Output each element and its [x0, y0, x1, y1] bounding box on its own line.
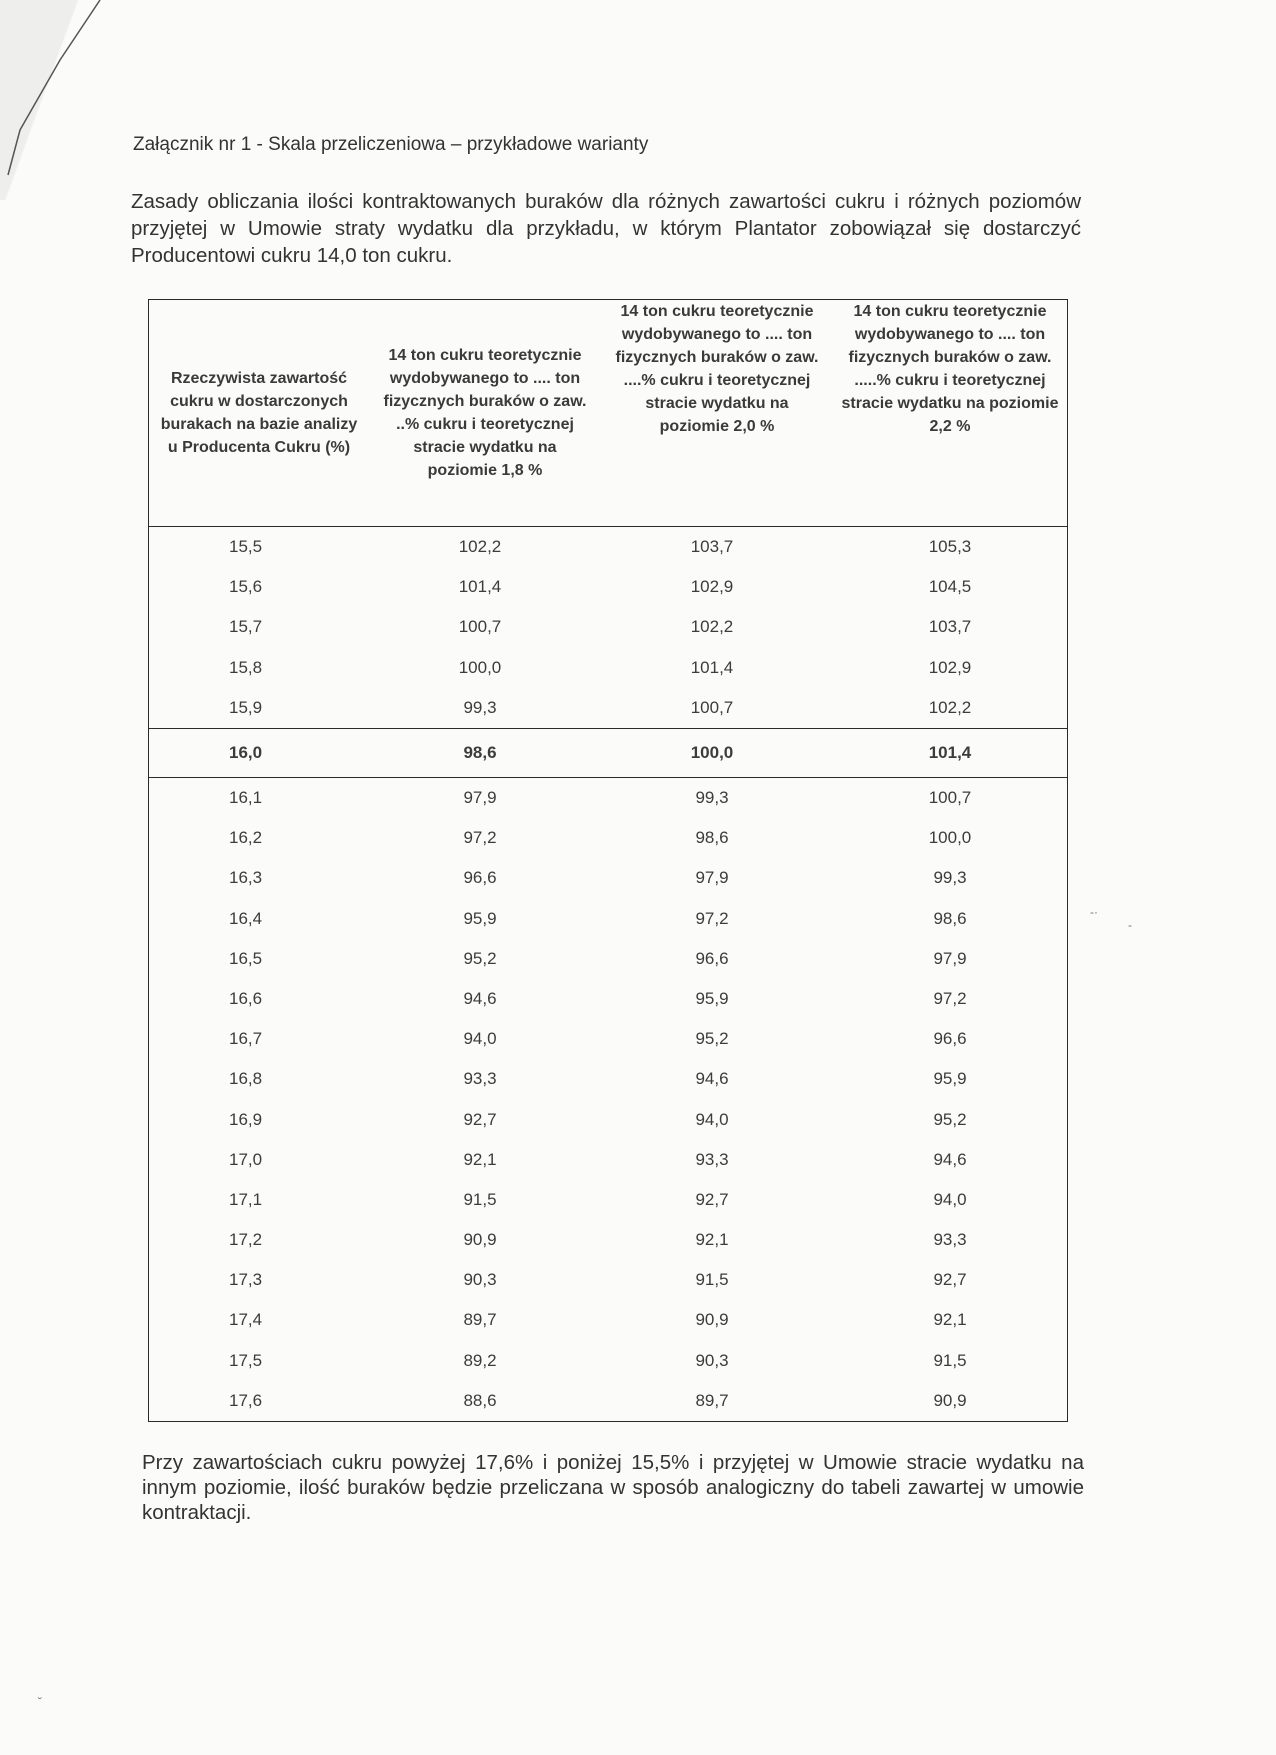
- table-row: [149, 1099, 1067, 1139]
- cell-sugar-content: 17,1: [229, 1189, 263, 1209]
- footer-paragraph: Przy zawartościach cukru powyżej 17,6% i poniżej 15,5% i przyjętej w Umowie stracie wydatku na innym poziomie, ilość buraków będzie przeliczana w sposób analogiczny do tabeli zawartej w umowie kontraktacji.: [142, 1451, 1084, 1524]
- cell-loss-1-8: 101,4: [458, 577, 502, 597]
- table-row: [149, 899, 1067, 939]
- table-row: [149, 1140, 1067, 1180]
- cell-loss-2-2: 94,6: [933, 1149, 967, 1169]
- cell-loss-1-8: 93,3: [463, 1069, 497, 1089]
- scan-fold-line: [0, 0, 140, 200]
- cell-loss-2-2: 98,6: [933, 908, 967, 928]
- cell-loss-2-0: 94,6: [695, 1069, 729, 1089]
- cell-sugar-content: 17,5: [229, 1350, 263, 1370]
- cell-loss-1-8: 95,2: [463, 948, 497, 968]
- cell-loss-2-2: 94,0: [933, 1189, 967, 1209]
- cell-loss-2-2: 92,7: [933, 1270, 967, 1290]
- table-row: [149, 728, 1067, 777]
- cell-loss-2-0: 97,2: [695, 908, 729, 928]
- cell-loss-2-0: 102,2: [690, 617, 734, 637]
- header-sugar-content: Rzeczywista zawartość cukru w dostarczonych burakach na bazie analizy u Producenta Cukru (%): [149, 300, 369, 527]
- cell-loss-1-8: 96,6: [463, 868, 497, 888]
- cell-loss-2-0: 101,4: [690, 657, 734, 677]
- table-row: [149, 1059, 1067, 1099]
- header-loss-2-0: 14 ton cukru teoretycznie wydobywanego to .... ton fizycznych buraków o zaw. ....% cukru i teoretycznej stracie wydatku na poziomie 2,0 %: [601, 300, 833, 527]
- cell-loss-1-8: 92,1: [463, 1149, 497, 1169]
- cell-loss-1-8: 94,0: [463, 1029, 497, 1049]
- cell-loss-1-8: 99,3: [463, 697, 497, 717]
- table-row: [149, 607, 1067, 647]
- cell-loss-2-0: 97,9: [695, 868, 729, 888]
- cell-loss-1-8: 97,2: [463, 828, 497, 848]
- cell-loss-2-2: 102,9: [928, 657, 972, 677]
- table-row: [149, 858, 1067, 898]
- cell-loss-2-0: 100,0: [601, 728, 833, 777]
- table-row: [149, 567, 1067, 607]
- cell-loss-2-2: 100,7: [928, 788, 972, 808]
- cell-loss-2-2: 97,9: [933, 948, 967, 968]
- cell-sugar-content: 16,4: [229, 908, 263, 928]
- cell-loss-2-2: 103,7: [928, 617, 972, 637]
- cell-loss-2-2: 96,6: [933, 1029, 967, 1049]
- table-row: [149, 1260, 1067, 1300]
- cell-loss-1-8: 100,7: [458, 617, 502, 637]
- table-row: [149, 1220, 1067, 1260]
- cell-loss-2-0: 98,6: [695, 828, 729, 848]
- cell-loss-1-8: 89,2: [463, 1350, 497, 1370]
- cell-loss-1-8: 91,5: [463, 1189, 497, 1209]
- header-loss-1-8: 14 ton cukru teoretycznie wydobywanego to .... ton fizycznych buraków o zaw. ..% cukru i teoretycznej stracie wydatku na poziomie 1,8 %: [369, 300, 601, 527]
- table-row: [149, 648, 1067, 688]
- cell-loss-2-0: 92,7: [695, 1189, 729, 1209]
- table-row: [149, 527, 1067, 568]
- cell-loss-2-0: 95,9: [695, 988, 729, 1008]
- cell-loss-2-0: 89,7: [695, 1390, 729, 1410]
- cell-loss-2-2: 101,4: [833, 728, 1067, 777]
- table-row: [149, 688, 1067, 729]
- cell-loss-2-0: 102,9: [690, 577, 734, 597]
- document-heading: Załącznik nr 1 - Skala przeliczeniowa – przykładowe warianty: [133, 134, 649, 155]
- cell-sugar-content: 16,1: [229, 788, 263, 808]
- cell-sugar-content: 16,6: [229, 988, 263, 1008]
- table-row: [149, 818, 1067, 858]
- table-row: [149, 979, 1067, 1019]
- cell-sugar-content: 15,8: [229, 657, 263, 677]
- cell-loss-2-2: 97,2: [933, 988, 967, 1008]
- cell-loss-1-8: 95,9: [463, 908, 497, 928]
- cell-loss-2-2: 91,5: [933, 1350, 967, 1370]
- scan-speck: ˘: [38, 1695, 42, 1709]
- cell-loss-2-2: 100,0: [928, 828, 972, 848]
- cell-loss-2-0: 90,9: [695, 1310, 729, 1330]
- cell-sugar-content: 17,3: [229, 1270, 263, 1290]
- cell-sugar-content: 17,0: [229, 1149, 263, 1169]
- cell-sugar-content: 16,8: [229, 1069, 263, 1089]
- conversion-table: [148, 299, 1068, 1422]
- cell-loss-2-2: 99,3: [933, 868, 967, 888]
- header-loss-2-2: 14 ton cukru teoretycznie wydobywanego to .... ton fizycznych buraków o zaw. .....% cukru i teoretycznej stracie wydatku na poziomie 2,2 %: [833, 300, 1067, 527]
- cell-loss-1-8: 94,6: [463, 988, 497, 1008]
- cell-loss-1-8: 97,9: [463, 788, 497, 808]
- cell-loss-2-2: 104,5: [928, 577, 972, 597]
- table-row: [149, 1019, 1067, 1059]
- cell-sugar-content: 17,2: [229, 1230, 263, 1250]
- cell-sugar-content: 15,5: [229, 537, 263, 557]
- cell-loss-2-2: 105,3: [928, 537, 972, 557]
- cell-sugar-content: 16,5: [229, 948, 263, 968]
- table-body: [149, 527, 1067, 1421]
- cell-loss-1-8: 102,2: [458, 537, 502, 557]
- cell-sugar-content: 17,4: [229, 1310, 263, 1330]
- cell-loss-2-2: 90,9: [933, 1390, 967, 1410]
- cell-loss-2-0: 90,3: [695, 1350, 729, 1370]
- cell-loss-2-0: 103,7: [690, 537, 734, 557]
- cell-loss-2-0: 93,3: [695, 1149, 729, 1169]
- cell-loss-2-0: 99,3: [695, 788, 729, 808]
- cell-loss-1-8: 88,6: [463, 1390, 497, 1410]
- cell-loss-1-8: 100,0: [458, 657, 502, 677]
- cell-sugar-content: 16,7: [229, 1029, 263, 1049]
- cell-loss-2-0: 100,7: [690, 697, 734, 717]
- scan-speck: -: [1128, 918, 1132, 932]
- cell-loss-1-8: 90,3: [463, 1270, 497, 1290]
- cell-sugar-content: 15,7: [229, 617, 263, 637]
- cell-sugar-content: 16,9: [229, 1109, 263, 1129]
- cell-sugar-content: 16,2: [229, 828, 263, 848]
- scan-speck: -·: [1090, 905, 1098, 919]
- cell-loss-1-8: 89,7: [463, 1310, 497, 1330]
- cell-sugar-content: 17,6: [229, 1390, 263, 1410]
- cell-sugar-content: 16,0: [149, 728, 369, 777]
- table-row: [149, 1300, 1067, 1340]
- cell-loss-1-8: 98,6: [369, 728, 601, 777]
- cell-loss-2-2: 93,3: [933, 1230, 967, 1250]
- cell-loss-1-8: 90,9: [463, 1230, 497, 1250]
- cell-loss-2-2: 102,2: [928, 697, 972, 717]
- cell-loss-2-0: 94,0: [695, 1109, 729, 1129]
- cell-loss-2-0: 92,1: [695, 1230, 729, 1250]
- table-row: [149, 777, 1067, 818]
- cell-loss-1-8: 92,7: [463, 1109, 497, 1129]
- table-row: [149, 1341, 1067, 1381]
- cell-sugar-content: 15,6: [229, 577, 263, 597]
- cell-loss-2-2: 92,1: [933, 1310, 967, 1330]
- cell-loss-2-0: 91,5: [695, 1270, 729, 1290]
- cell-loss-2-2: 95,9: [933, 1069, 967, 1089]
- cell-loss-2-0: 96,6: [695, 948, 729, 968]
- table-header-row: [149, 300, 1067, 527]
- cell-loss-2-0: 95,2: [695, 1029, 729, 1049]
- table-row: [149, 1381, 1067, 1421]
- table-row: [149, 939, 1067, 979]
- cell-loss-2-2: 95,2: [933, 1109, 967, 1129]
- cell-sugar-content: 16,3: [229, 868, 263, 888]
- intro-paragraph: Zasady obliczania ilości kontraktowanych buraków dla różnych zawartości cukru i różnych poziomów przyjętej w Umowie straty wydatku dla przykładu, w którym Plantator zobowiązał się dostarczyć Producentowi cukru 14,0 ton cukru.: [131, 190, 1081, 267]
- cell-sugar-content: 15,9: [229, 697, 263, 717]
- table-row: [149, 1180, 1067, 1220]
